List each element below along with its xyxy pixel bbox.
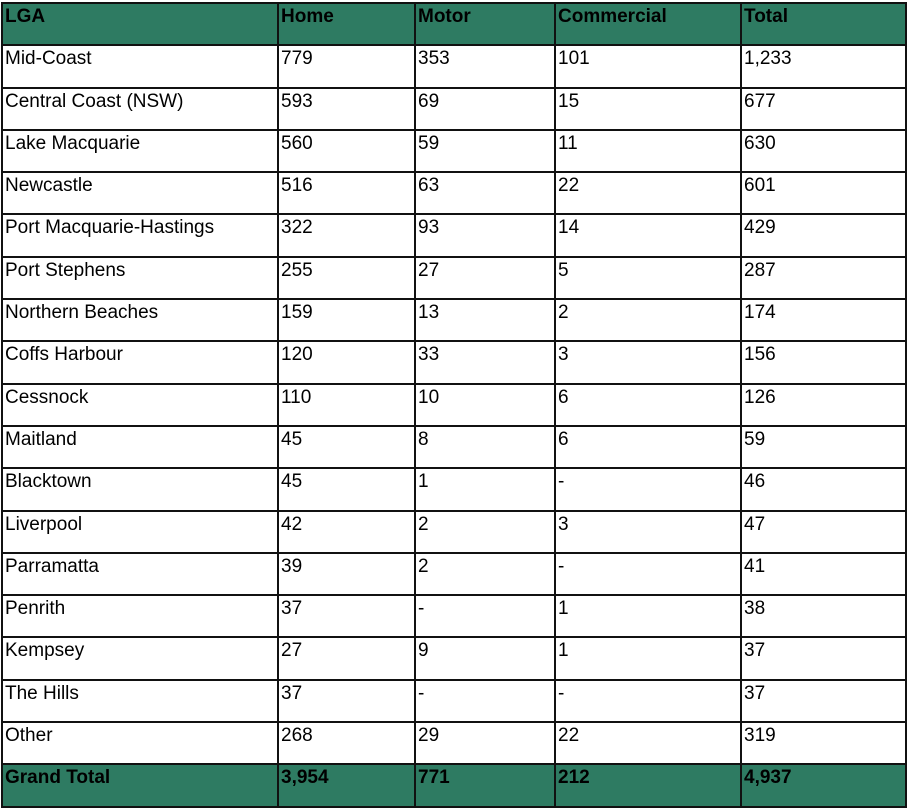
commercial-cell: 3: [555, 341, 741, 383]
lga-cell: Blacktown: [2, 468, 278, 510]
commercial-cell: 11: [555, 130, 741, 172]
grand-total-row: [2, 764, 906, 806]
header-cell-home: Home: [278, 3, 415, 45]
total-cell: 37: [741, 637, 906, 679]
commercial-cell: -: [555, 468, 741, 510]
lga-cell: Other: [2, 722, 278, 764]
total-cell: 1,233: [741, 45, 906, 87]
commercial-cell: 1: [555, 637, 741, 679]
home-cell: 110: [278, 384, 415, 426]
table-row: [2, 45, 906, 87]
table-row: [2, 468, 906, 510]
motor-cell: 69: [415, 88, 555, 130]
lga-table-body: [2, 3, 906, 807]
motor-cell: 27: [415, 257, 555, 299]
home-cell: 255: [278, 257, 415, 299]
motor-cell: -: [415, 680, 555, 722]
total-cell: 174: [741, 299, 906, 341]
motor-cell: 29: [415, 722, 555, 764]
table-row: [2, 384, 906, 426]
lga-cell: Port Stephens: [2, 257, 278, 299]
lga-table: [1, 2, 907, 808]
table-row: [2, 130, 906, 172]
total-cell: 677: [741, 88, 906, 130]
total-cell: 37: [741, 680, 906, 722]
lga-cell: Kempsey: [2, 637, 278, 679]
total-cell: 59: [741, 426, 906, 468]
lga-cell: Cessnock: [2, 384, 278, 426]
motor-cell: 9: [415, 637, 555, 679]
lga-cell: Parramatta: [2, 553, 278, 595]
lga-cell: Port Macquarie-Hastings: [2, 214, 278, 256]
lga-cell: Maitland: [2, 426, 278, 468]
table-row: [2, 299, 906, 341]
motor-cell: -: [415, 595, 555, 637]
home-cell: 120: [278, 341, 415, 383]
total-cell: 41: [741, 553, 906, 595]
lga-cell: Mid-Coast: [2, 45, 278, 87]
home-cell: 322: [278, 214, 415, 256]
home-cell: 593: [278, 88, 415, 130]
table-row: [2, 214, 906, 256]
home-cell: 45: [278, 468, 415, 510]
home-cell: 159: [278, 299, 415, 341]
commercial-cell: -: [555, 553, 741, 595]
total-cell: 38: [741, 595, 906, 637]
total-cell: 126: [741, 384, 906, 426]
header-cell-commercial: Commercial: [555, 3, 741, 45]
table-row: [2, 257, 906, 299]
lga-cell: Coffs Harbour: [2, 341, 278, 383]
motor-cell: 2: [415, 511, 555, 553]
motor-cell: 353: [415, 45, 555, 87]
commercial-cell: 2: [555, 299, 741, 341]
grand-total-total: 4,937: [741, 764, 906, 806]
lga-cell: Liverpool: [2, 511, 278, 553]
lga-cell: Lake Macquarie: [2, 130, 278, 172]
grand-total-motor: 771: [415, 764, 555, 806]
total-cell: 156: [741, 341, 906, 383]
home-cell: 39: [278, 553, 415, 595]
lga-cell: The Hills: [2, 680, 278, 722]
total-cell: 319: [741, 722, 906, 764]
home-cell: 42: [278, 511, 415, 553]
commercial-cell: 1: [555, 595, 741, 637]
header-row: [2, 3, 906, 45]
home-cell: 27: [278, 637, 415, 679]
motor-cell: 1: [415, 468, 555, 510]
table-row: [2, 595, 906, 637]
home-cell: 560: [278, 130, 415, 172]
home-cell: 37: [278, 595, 415, 637]
home-cell: 268: [278, 722, 415, 764]
grand-total-label: Grand Total: [2, 764, 278, 806]
total-cell: 46: [741, 468, 906, 510]
commercial-cell: 22: [555, 172, 741, 214]
table-row: [2, 553, 906, 595]
motor-cell: 33: [415, 341, 555, 383]
motor-cell: 63: [415, 172, 555, 214]
table-row: [2, 637, 906, 679]
grand-total-commercial: 212: [555, 764, 741, 806]
table-row: [2, 172, 906, 214]
total-cell: 47: [741, 511, 906, 553]
header-cell-motor: Motor: [415, 3, 555, 45]
motor-cell: 59: [415, 130, 555, 172]
total-cell: 429: [741, 214, 906, 256]
motor-cell: 10: [415, 384, 555, 426]
home-cell: 37: [278, 680, 415, 722]
commercial-cell: 15: [555, 88, 741, 130]
table-row: [2, 722, 906, 764]
table-row: [2, 341, 906, 383]
commercial-cell: -: [555, 680, 741, 722]
home-cell: 516: [278, 172, 415, 214]
table-row: [2, 511, 906, 553]
commercial-cell: 22: [555, 722, 741, 764]
table-row: [2, 426, 906, 468]
grand-total-home: 3,954: [278, 764, 415, 806]
motor-cell: 2: [415, 553, 555, 595]
motor-cell: 93: [415, 214, 555, 256]
lga-cell: Northern Beaches: [2, 299, 278, 341]
commercial-cell: 5: [555, 257, 741, 299]
home-cell: 779: [278, 45, 415, 87]
motor-cell: 13: [415, 299, 555, 341]
lga-cell: Penrith: [2, 595, 278, 637]
home-cell: 45: [278, 426, 415, 468]
commercial-cell: 14: [555, 214, 741, 256]
header-cell-lga: LGA: [2, 3, 278, 45]
commercial-cell: 6: [555, 426, 741, 468]
total-cell: 287: [741, 257, 906, 299]
total-cell: 601: [741, 172, 906, 214]
header-cell-total: Total: [741, 3, 906, 45]
lga-cell: Central Coast (NSW): [2, 88, 278, 130]
lga-cell: Newcastle: [2, 172, 278, 214]
table-row: [2, 88, 906, 130]
commercial-cell: 6: [555, 384, 741, 426]
motor-cell: 8: [415, 426, 555, 468]
commercial-cell: 101: [555, 45, 741, 87]
table-row: [2, 680, 906, 722]
total-cell: 630: [741, 130, 906, 172]
commercial-cell: 3: [555, 511, 741, 553]
